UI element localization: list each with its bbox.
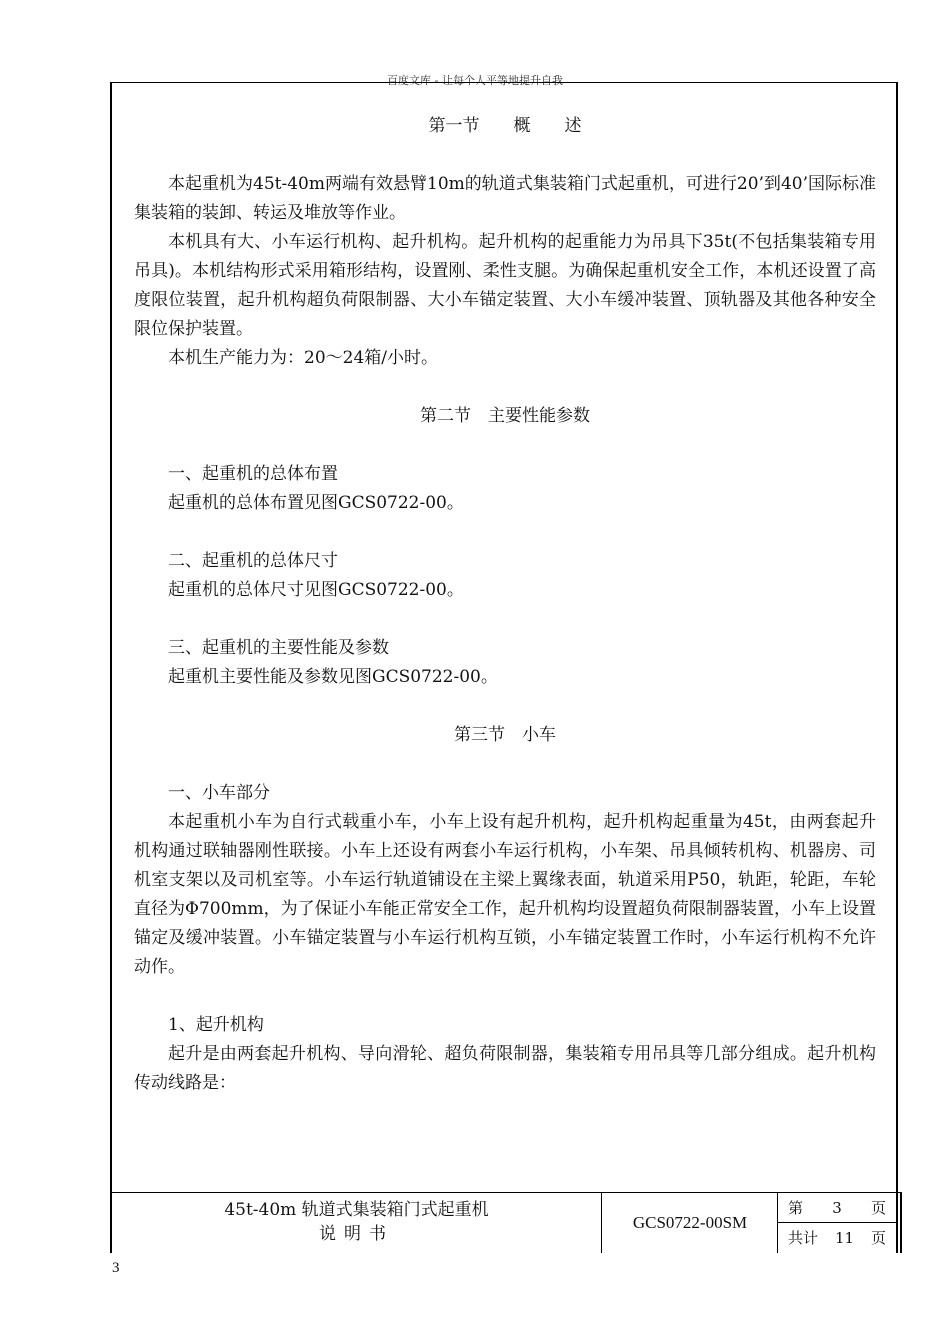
section-1-paragraph-1: 本起重机为45t-40m两端有效悬臂10m的轨道式集装箱门式起重机，可进行20’到40’国际标准集装箱的装卸、转运及堆放等作业。 [134, 174, 876, 223]
page-label-suffix: 页 [870, 1199, 886, 1217]
total-label-prefix: 共计 [788, 1229, 819, 1247]
page-number: 3 [112, 1260, 120, 1276]
section-3-subitem-1-title: 1、起升机构 [168, 1015, 264, 1035]
page-label-prefix: 第 [788, 1199, 804, 1217]
header-text: 百度文库 - 让每个人平等地提升自我 [387, 74, 563, 87]
page-info [778, 1193, 896, 1253]
title-block-line-1: 45t-40m 轨道式集装箱门式起重机 [224, 1200, 489, 1220]
section-3-subitem-1-text: 起升是由两套起升机构、导向滑轮、超负荷限制器，集装箱专用吊具等几部分组成。起升机构传动线路是： [134, 1044, 876, 1093]
section-3-heading: 第三节 小车 [454, 725, 556, 745]
document-code: GCS0722-00SM [603, 1193, 778, 1253]
title-block-line-2: 说明书 [319, 1224, 394, 1244]
page-current: 3 [832, 1199, 842, 1217]
section-2-item-1-text: 起重机的总体布置见图GCS0722-00。 [168, 493, 464, 513]
total-label-suffix: 页 [870, 1229, 886, 1247]
page-current-row [778, 1193, 896, 1223]
section-1-paragraph-2: 本机具有大、小车运行机构、起升机构。起升机构的起重能力为吊具下35t(不包括集装箱专用吊具)。本机结构形式采用箱形结构，设置刚、柔性支腿。为确保起重机安全工作，本机还设置了高度限位装置，起升机构超负荷限制器、大小车锚定装置、大小车缓冲装置、顶轨器及其他各种安全限位保护装置。 [134, 232, 876, 339]
document-body [134, 112, 876, 1098]
section-2-item-2-title: 二、起重机的总体尺寸 [168, 551, 338, 571]
section-1-paragraph-3: 本机生产能力为：20～24箱/小时。 [168, 348, 438, 368]
title-block-title [112, 1193, 602, 1253]
section-2-heading: 第二节 主要性能参数 [420, 406, 590, 426]
page-total: 11 [834, 1229, 855, 1247]
page-total-row [778, 1223, 896, 1253]
section-3-paragraph-1: 本起重机小车为自行式载重小车，小车上设有起升机构，起升机构起重量为45t，由两套起升机构通过联轴器刚性联接。小车上还设有两套小车运行机构，小车架、吊具倾转机构、机器房、司机室支架以及司机室等。小车运行轨道铺设在主梁上翼缘表面，轨道采用P50，轨距，轮距，车轮直径为Φ700mm，为了保证小车能正常安全工作，起升机构均设置超负荷限制器装置，小车上设置锚定及缓冲装置。小车锚定装置与小车运行机构互锁，小车锚定装置工作时，小车运行机构不允许动作。 [134, 812, 876, 977]
title-block [110, 1192, 902, 1253]
section-1-heading: 第一节 概 述 [428, 116, 582, 136]
section-2-item-1-title: 一、起重机的总体布置 [168, 464, 338, 484]
section-2-item-2-text: 起重机的总体尺寸见图GCS0722-00。 [168, 580, 464, 600]
section-2-item-3-text: 起重机主要性能及参数见图GCS0722-00。 [168, 667, 498, 687]
section-2-item-3-title: 三、起重机的主要性能及参数 [168, 638, 389, 658]
section-3-item-1-title: 一、小车部分 [168, 783, 270, 803]
